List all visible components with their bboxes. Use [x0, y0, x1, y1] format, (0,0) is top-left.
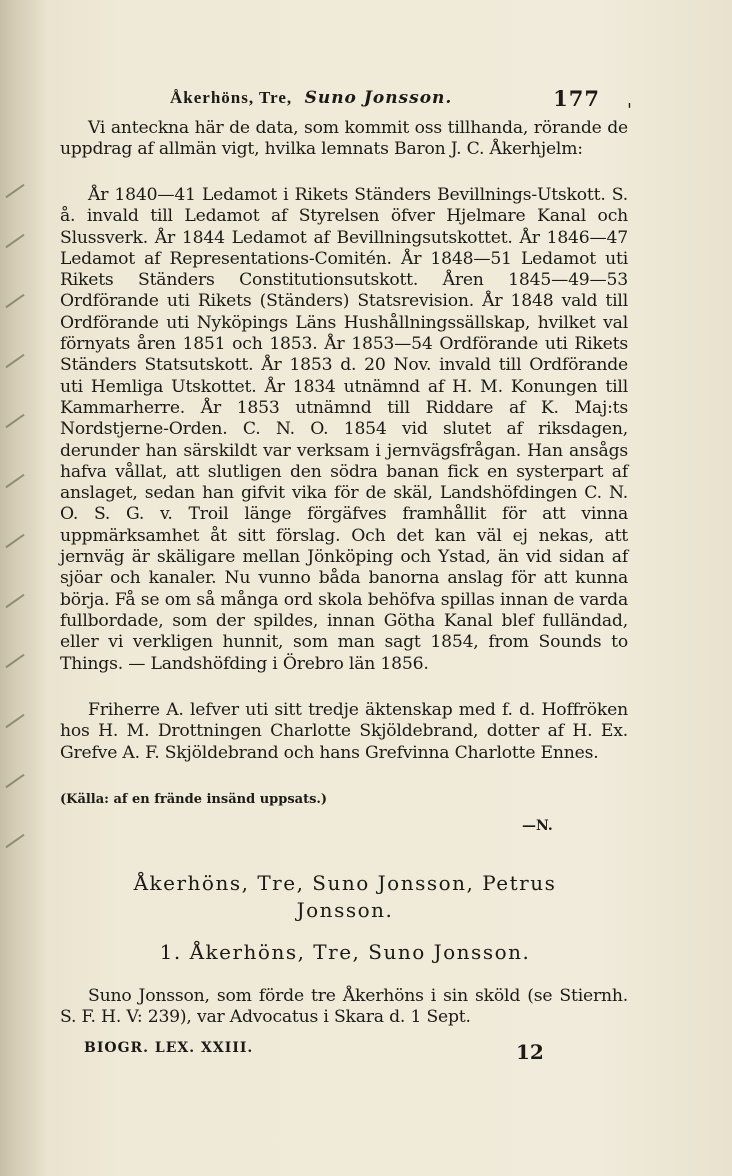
marriage-paragraph: Friherre A. lefver uti sitt tredje äktenskap med f. d. Hoffröken hos H. M. Drottningen Charlotte Skjöldebrand, dotter af H. Ex. Grefve A. F. Skjöldebrand och hans Grefvinna Charlotte Ennes. — [60, 700, 628, 763]
source-note: (Källa: af en frände insänd uppsats.) — [60, 792, 328, 807]
subheading: 1. Åkerhöns, Tre, Suno Jonsson. — [159, 940, 531, 964]
header-given-name: Suno Jonsson. — [304, 88, 453, 108]
section-heading — [60, 870, 630, 924]
final-paragraph: Suno Jonsson, som förde tre Åkerhöns i sin sköld (se Stiernh. S. F. H. V: 239), var Advocatus i Skara d. 1 Sept. — [60, 986, 628, 1028]
header-name: Åkerhöns, Tre, — [170, 88, 293, 107]
intro-paragraph: Vi anteckna här de data, som kommit oss tillhanda, rörande de uppdrag af allmän vigt, hvilka lemnats Baron J. C. Åkerhjelm: — [60, 118, 628, 160]
author-signature: —N. — [522, 818, 553, 834]
margin-mark: ' — [627, 100, 632, 121]
section-heading-line2: Jonsson. — [296, 898, 394, 922]
section-heading-line1: Åkerhöns, Tre, Suno Jonsson, Petrus — [133, 871, 557, 895]
page-binding-shadow — [0, 0, 48, 1176]
running-header — [170, 86, 600, 111]
page-number: 177 — [553, 86, 600, 111]
footer-sheet-number: 12 — [516, 1040, 544, 1064]
footer-signature-mark: BIOGR. LEX. XXIII. — [84, 1040, 254, 1056]
career-paragraph: År 1840—41 Ledamot i Rikets Ständers Bevillnings-Utskott. S. å. invald till Ledamot af Styrelsen öfver Hjelmare Kanal och Slussverk. År 1844 Ledamot af Bevillningsutskottet. År 1846—47 Ledamot af Representations-Comitén. År 1848—51 Ledamot uti Rikets Ständers Constitutionsutskott. Åren 1845—49—53 Ordförande uti Rikets (Ständers) Statsrevision. År 1848 vald till Ordförande uti Nyköpings Läns Hushållningssällskap, hvilket val förnyats åren 1851 och 1853. År 1853—54 Ordförande uti Rikets Ständers Statsutskott. År 1853 d. 20 Nov. invald till Ordförande uti Hemliga Utskottet. År 1834 utnämnd af H. M. Konungen till Kammarherre. År 1853 utnämnd till Riddare af K. Maj:ts Nordstjerne-Orden. C. N. O. 1854 vid slutet af riksdagen, derunder han särskildt var verksam i jernvägsfrågan. Han ansågs hafva vållat, att slutligen den södra banan fick en systerpart af anslaget, sedan han gifvit vika för de skäl, Landshöfdingen C. N. O. S. G. v. Troil länge förgäfves framhållit för att vinna uppmärksamhet åt sitt förslag. Och det kan väl ej nekas, att jernväg är skäligare mellan Jönköping och Ystad, än vid sidan af sjöar och kanaler. Nu vunno båda banorna anslag för att kunna börja. Få se om så många ord skola behöfva spillas innan de varda fullbordade, som der spildes, innan Götha Kanal blef fulländad, eller vi verkligen hunnit, som man sagt 1854, from Sounds to Things. — Landshöfding i Örebro län 1856. — [60, 185, 628, 674]
